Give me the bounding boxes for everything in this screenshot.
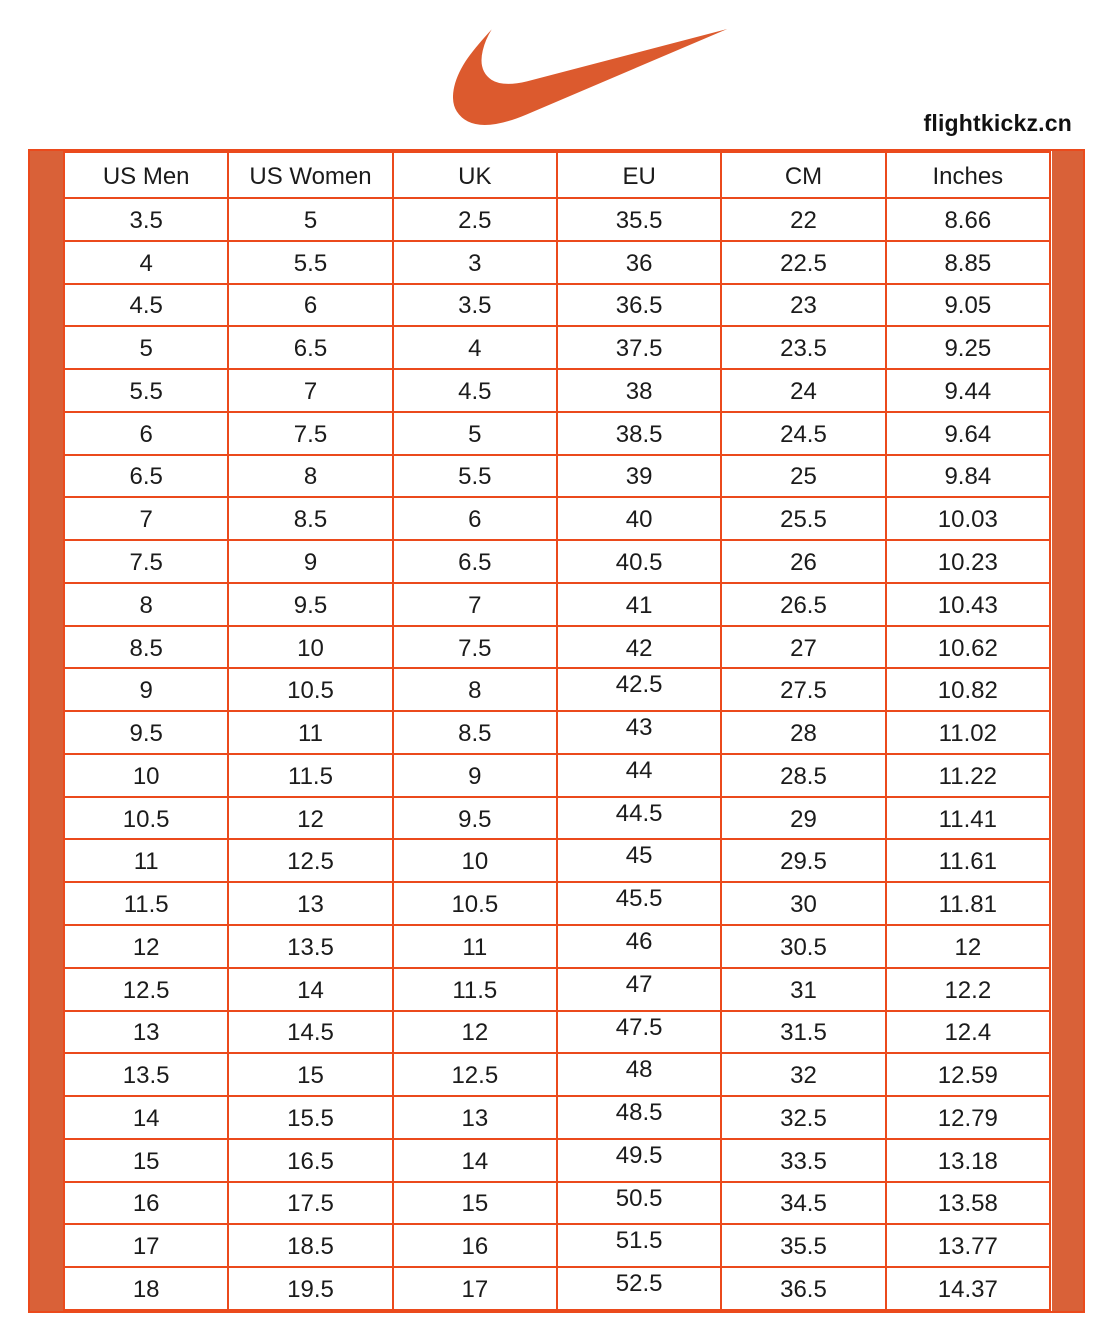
cell-eu: 44.5 (557, 797, 721, 840)
cell-cm: 27.5 (721, 668, 885, 711)
cell-us-men: 11 (64, 839, 228, 882)
cell-us-women: 15 (228, 1053, 392, 1096)
table-row (64, 1053, 1050, 1096)
cell-us-men: 6 (64, 412, 228, 455)
cell-us-men: 12.5 (64, 968, 228, 1011)
table-row (64, 711, 1050, 754)
table-row (64, 455, 1050, 498)
cell-us-men: 10 (64, 754, 228, 797)
cell-cm: 26 (721, 540, 885, 583)
cell-uk: 13 (393, 1096, 557, 1139)
cell-us-men: 3.5 (64, 198, 228, 241)
cell-cm: 26.5 (721, 583, 885, 626)
cell-us-women: 18.5 (228, 1224, 392, 1267)
cell-uk: 7 (393, 583, 557, 626)
cell-cm: 28.5 (721, 754, 885, 797)
cell-us-women: 16.5 (228, 1139, 392, 1182)
cell-inches: 10.82 (886, 668, 1050, 711)
cell-us-men: 16 (64, 1182, 228, 1225)
cell-cm: 25.5 (721, 497, 885, 540)
size-chart-table (63, 151, 1051, 1311)
site-label: flightkickz.cn (923, 110, 1072, 136)
cell-us-women: 9 (228, 540, 392, 583)
cell-uk: 4.5 (393, 369, 557, 412)
column-header-cm: CM (721, 152, 885, 198)
cell-us-men: 5 (64, 326, 228, 369)
cell-us-men: 8.5 (64, 626, 228, 669)
cell-us-men: 17 (64, 1224, 228, 1267)
cell-eu: 36 (557, 241, 721, 284)
cell-cm: 24.5 (721, 412, 885, 455)
column-header-us-men: US Men (64, 152, 228, 198)
cell-inches: 12.59 (886, 1053, 1050, 1096)
column-header-us-women: US Women (228, 152, 392, 198)
cell-uk: 15 (393, 1182, 557, 1225)
cell-us-women: 6.5 (228, 326, 392, 369)
table-row (64, 540, 1050, 583)
cell-uk: 11.5 (393, 968, 557, 1011)
cell-eu: 45 (557, 839, 721, 882)
cell-inches: 9.64 (886, 412, 1050, 455)
cell-eu: 39 (557, 455, 721, 498)
cell-eu: 51.5 (557, 1224, 721, 1267)
cell-us-women: 13 (228, 882, 392, 925)
cell-eu: 38 (557, 369, 721, 412)
cell-inches: 9.44 (886, 369, 1050, 412)
cell-uk: 7.5 (393, 626, 557, 669)
cell-inches: 8.85 (886, 241, 1050, 284)
cell-us-women: 13.5 (228, 925, 392, 968)
table-row (64, 1011, 1050, 1054)
header-row (64, 152, 1050, 198)
cell-us-women: 14.5 (228, 1011, 392, 1054)
cell-cm: 32 (721, 1053, 885, 1096)
cell-cm: 23.5 (721, 326, 885, 369)
table-body (64, 198, 1050, 1310)
table-row (64, 583, 1050, 626)
table-row (64, 241, 1050, 284)
cell-eu: 43 (557, 711, 721, 754)
table-row (64, 626, 1050, 669)
cell-eu: 40 (557, 497, 721, 540)
cell-cm: 24 (721, 369, 885, 412)
cell-uk: 2.5 (393, 198, 557, 241)
table-row (64, 326, 1050, 369)
cell-cm: 31 (721, 968, 885, 1011)
cell-us-women: 9.5 (228, 583, 392, 626)
table-row (64, 1182, 1050, 1225)
cell-eu: 48.5 (557, 1096, 721, 1139)
cell-us-women: 11.5 (228, 754, 392, 797)
cell-inches: 12.4 (886, 1011, 1050, 1054)
cell-eu: 49.5 (557, 1139, 721, 1182)
cell-inches: 11.61 (886, 839, 1050, 882)
cell-inches: 13.58 (886, 1182, 1050, 1225)
cell-us-men: 4.5 (64, 284, 228, 327)
nike-swoosh-icon (453, 13, 729, 141)
table-row (64, 1267, 1050, 1310)
cell-uk: 9 (393, 754, 557, 797)
cell-cm: 34.5 (721, 1182, 885, 1225)
cell-cm: 33.5 (721, 1139, 885, 1182)
cell-inches: 11.22 (886, 754, 1050, 797)
cell-eu: 36.5 (557, 284, 721, 327)
cell-inches: 11.02 (886, 711, 1050, 754)
table-row (64, 1096, 1050, 1139)
cell-inches: 9.25 (886, 326, 1050, 369)
cell-uk: 5.5 (393, 455, 557, 498)
cell-eu: 37.5 (557, 326, 721, 369)
cell-us-men: 4 (64, 241, 228, 284)
cell-us-men: 8 (64, 583, 228, 626)
cell-cm: 30 (721, 882, 885, 925)
cell-inches: 10.43 (886, 583, 1050, 626)
table-row (64, 668, 1050, 711)
cell-us-women: 5 (228, 198, 392, 241)
cell-uk: 8.5 (393, 711, 557, 754)
column-header-uk: UK (393, 152, 557, 198)
cell-us-women: 15.5 (228, 1096, 392, 1139)
cell-eu: 48 (557, 1053, 721, 1096)
cell-cm: 23 (721, 284, 885, 327)
cell-inches: 10.23 (886, 540, 1050, 583)
cell-uk: 6 (393, 497, 557, 540)
cell-us-men: 10.5 (64, 797, 228, 840)
cell-cm: 29.5 (721, 839, 885, 882)
cell-inches: 12.2 (886, 968, 1050, 1011)
table-head (64, 152, 1050, 198)
table-row (64, 968, 1050, 1011)
cell-eu: 40.5 (557, 540, 721, 583)
cell-us-women: 6 (228, 284, 392, 327)
cell-inches: 13.77 (886, 1224, 1050, 1267)
cell-inches: 13.18 (886, 1139, 1050, 1182)
cell-us-women: 7.5 (228, 412, 392, 455)
cell-uk: 4 (393, 326, 557, 369)
cell-us-men: 12 (64, 925, 228, 968)
cell-us-women: 19.5 (228, 1267, 392, 1310)
cell-us-men: 9.5 (64, 711, 228, 754)
cell-eu: 47 (557, 968, 721, 1011)
cell-uk: 17 (393, 1267, 557, 1310)
cell-uk: 11 (393, 925, 557, 968)
cell-us-women: 10.5 (228, 668, 392, 711)
cell-cm: 29 (721, 797, 885, 840)
cell-inches: 9.84 (886, 455, 1050, 498)
cell-cm: 30.5 (721, 925, 885, 968)
cell-inches: 12.79 (886, 1096, 1050, 1139)
cell-inches: 10.03 (886, 497, 1050, 540)
cell-inches: 11.41 (886, 797, 1050, 840)
cell-eu: 47.5 (557, 1011, 721, 1054)
cell-us-women: 10 (228, 626, 392, 669)
cell-uk: 8 (393, 668, 557, 711)
table-row (64, 198, 1050, 241)
cell-uk: 3.5 (393, 284, 557, 327)
cell-us-men: 14 (64, 1096, 228, 1139)
cell-inches: 10.62 (886, 626, 1050, 669)
cell-us-men: 18 (64, 1267, 228, 1310)
cell-us-men: 13.5 (64, 1053, 228, 1096)
cell-uk: 6.5 (393, 540, 557, 583)
cell-eu: 41 (557, 583, 721, 626)
cell-us-men: 6.5 (64, 455, 228, 498)
cell-us-men: 9 (64, 668, 228, 711)
table-row (64, 284, 1050, 327)
cell-eu: 35.5 (557, 198, 721, 241)
cell-eu: 45.5 (557, 882, 721, 925)
cell-inches: 9.05 (886, 284, 1050, 327)
cell-eu: 38.5 (557, 412, 721, 455)
table-row (64, 925, 1050, 968)
table-row (64, 1139, 1050, 1182)
cell-inches: 12 (886, 925, 1050, 968)
table-row (64, 412, 1050, 455)
column-header-inches: Inches (886, 152, 1050, 198)
cell-uk: 12 (393, 1011, 557, 1054)
cell-eu: 46 (557, 925, 721, 968)
table-row (64, 882, 1050, 925)
cell-cm: 25 (721, 455, 885, 498)
table-row (64, 1224, 1050, 1267)
cell-cm: 35.5 (721, 1224, 885, 1267)
cell-cm: 31.5 (721, 1011, 885, 1054)
cell-eu: 50.5 (557, 1182, 721, 1225)
cell-eu: 52.5 (557, 1267, 721, 1310)
cell-inches: 11.81 (886, 882, 1050, 925)
left-accent-bar (30, 151, 63, 1311)
cell-us-women: 11 (228, 711, 392, 754)
cell-cm: 22.5 (721, 241, 885, 284)
cell-eu: 44 (557, 754, 721, 797)
right-accent-bar (1052, 151, 1083, 1311)
cell-uk: 9.5 (393, 797, 557, 840)
cell-uk: 14 (393, 1139, 557, 1182)
cell-uk: 16 (393, 1224, 557, 1267)
cell-us-women: 17.5 (228, 1182, 392, 1225)
cell-uk: 10 (393, 839, 557, 882)
cell-us-women: 8 (228, 455, 392, 498)
cell-uk: 5 (393, 412, 557, 455)
table-row (64, 754, 1050, 797)
cell-us-men: 7.5 (64, 540, 228, 583)
cell-us-men: 13 (64, 1011, 228, 1054)
size-chart (28, 149, 1085, 1313)
table-row (64, 497, 1050, 540)
cell-us-women: 8.5 (228, 497, 392, 540)
cell-eu: 42 (557, 626, 721, 669)
table-row (64, 797, 1050, 840)
cell-us-men: 15 (64, 1139, 228, 1182)
cell-us-women: 12.5 (228, 839, 392, 882)
cell-eu: 42.5 (557, 668, 721, 711)
cell-inches: 14.37 (886, 1267, 1050, 1310)
cell-us-women: 7 (228, 369, 392, 412)
cell-us-women: 5.5 (228, 241, 392, 284)
cell-uk: 3 (393, 241, 557, 284)
column-header-eu: EU (557, 152, 721, 198)
cell-cm: 22 (721, 198, 885, 241)
cell-us-men: 7 (64, 497, 228, 540)
cell-us-men: 5.5 (64, 369, 228, 412)
cell-inches: 8.66 (886, 198, 1050, 241)
cell-cm: 27 (721, 626, 885, 669)
cell-us-men: 11.5 (64, 882, 228, 925)
cell-cm: 36.5 (721, 1267, 885, 1310)
cell-uk: 12.5 (393, 1053, 557, 1096)
cell-us-women: 12 (228, 797, 392, 840)
cell-uk: 10.5 (393, 882, 557, 925)
table-row (64, 369, 1050, 412)
cell-cm: 32.5 (721, 1096, 885, 1139)
cell-us-women: 14 (228, 968, 392, 1011)
cell-cm: 28 (721, 711, 885, 754)
table-row (64, 839, 1050, 882)
